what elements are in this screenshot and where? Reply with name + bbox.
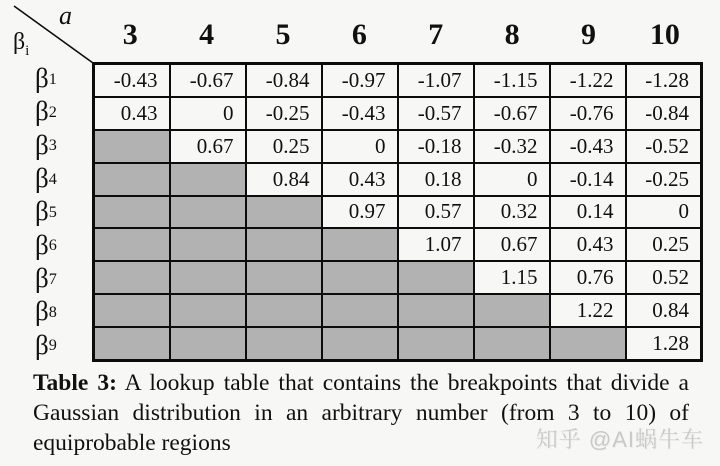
value-cell: 0.84: [626, 294, 702, 327]
value-cell: 1.28: [626, 327, 702, 361]
shaded-cell: [322, 261, 398, 294]
value-cell: 0.57: [398, 196, 474, 229]
shaded-cell: [170, 327, 246, 361]
value-cell: 0.43: [94, 97, 170, 130]
watermark: 知乎 @AI蜗牛车: [535, 427, 704, 452]
value-cell: 0.67: [474, 228, 550, 261]
shaded-cell: [170, 261, 246, 294]
value-cell: -1.07: [398, 64, 474, 98]
value-cell: -0.52: [626, 130, 702, 163]
value-cell: 0.76: [550, 261, 626, 294]
column-header: 5: [275, 18, 291, 51]
row-label: β 1: [35, 63, 57, 94]
shaded-cell: [170, 228, 246, 261]
shaded-cell: [322, 327, 398, 361]
value-cell: 1.07: [398, 228, 474, 261]
shaded-cell: [398, 294, 474, 327]
shaded-cell: [94, 294, 170, 327]
caption-text: A lookup table that contains the breakpoints that divide a Gaussian distribution in an arbitrary number (from 3 to 10) of equiprobable regions: [33, 370, 689, 456]
row-labels: [35, 62, 91, 362]
value-cell: -0.67: [170, 64, 246, 98]
shaded-cell: [246, 196, 322, 229]
shaded-cell: [170, 163, 246, 196]
shaded-cell: [94, 196, 170, 229]
shaded-cell: [246, 327, 322, 361]
value-cell: -0.43: [550, 130, 626, 163]
shaded-cell: [398, 261, 474, 294]
table-row: [94, 163, 702, 196]
shaded-cell: [94, 261, 170, 294]
value-cell: -0.18: [398, 130, 474, 163]
value-cell: -0.57: [398, 97, 474, 130]
value-cell: 0.84: [246, 163, 322, 196]
shaded-cell: [246, 294, 322, 327]
value-cell: -0.14: [550, 163, 626, 196]
value-cell: 0.97: [322, 196, 398, 229]
table-row: [94, 130, 702, 163]
breakpoints-table: [92, 62, 703, 362]
value-cell: -0.43: [322, 97, 398, 130]
shaded-cell: [474, 294, 550, 327]
shaded-cell: [94, 163, 170, 196]
row-label: β 2: [35, 96, 57, 127]
shaded-cell: [246, 228, 322, 261]
row-label: β 6: [35, 229, 57, 260]
value-cell: -1.15: [474, 64, 550, 98]
shaded-cell: [550, 327, 626, 361]
table-row: [94, 294, 702, 327]
value-cell: 0.25: [246, 130, 322, 163]
value-cell: 0.43: [550, 228, 626, 261]
value-cell: 0: [474, 163, 550, 196]
value-cell: 0.67: [170, 130, 246, 163]
value-cell: 0: [626, 196, 702, 229]
shaded-cell: [398, 327, 474, 361]
table-row: [94, 97, 702, 130]
value-cell: 0.25: [626, 228, 702, 261]
value-cell: -1.28: [626, 64, 702, 98]
shaded-cell: [94, 327, 170, 361]
table-row: [94, 196, 702, 229]
table-row: [94, 327, 702, 361]
row-label: β 8: [35, 296, 57, 327]
table-row: [94, 228, 702, 261]
shaded-cell: [170, 294, 246, 327]
breakpoints-table-body: [94, 64, 702, 361]
shaded-cell: [94, 228, 170, 261]
table-row: [94, 261, 702, 294]
caption-label: Table 3:: [33, 370, 117, 396]
column-axis-label: a: [59, 1, 72, 30]
row-label: β 9: [35, 329, 57, 360]
row-axis-label-subscript: i: [25, 42, 30, 59]
column-header: 10: [649, 18, 680, 51]
row-axis-label-base: β: [13, 29, 26, 55]
value-cell: -1.22: [550, 64, 626, 98]
value-cell: -0.84: [626, 97, 702, 130]
value-cell: 0.14: [550, 196, 626, 229]
value-cell: 0.18: [398, 163, 474, 196]
column-header: 7: [428, 18, 444, 51]
value-cell: 0: [170, 97, 246, 130]
shaded-cell: [94, 130, 170, 163]
column-header: 9: [580, 18, 596, 51]
shaded-cell: [474, 327, 550, 361]
value-cell: -0.25: [626, 163, 702, 196]
value-cell: -0.67: [474, 97, 550, 130]
value-cell: -0.32: [474, 130, 550, 163]
shaded-cell: [170, 196, 246, 229]
value-cell: 0.32: [474, 196, 550, 229]
value-cell: 0: [322, 130, 398, 163]
row-label: β 7: [35, 263, 57, 294]
value-cell: -0.76: [550, 97, 626, 130]
value-cell: -0.84: [246, 64, 322, 98]
value-cell: 1.22: [550, 294, 626, 327]
column-header: 4: [199, 18, 215, 51]
value-cell: -0.25: [246, 97, 322, 130]
value-cell: 1.15: [474, 261, 550, 294]
value-cell: 0.43: [322, 163, 398, 196]
row-label: β 4: [35, 163, 57, 194]
column-header: 3: [122, 18, 138, 51]
shaded-cell: [246, 261, 322, 294]
value-cell: -0.97: [322, 64, 398, 98]
table-row: [94, 64, 702, 98]
row-label: β 3: [35, 129, 57, 160]
row-axis-label: [13, 30, 29, 58]
value-cell: -0.43: [94, 64, 170, 98]
column-header: 6: [351, 18, 367, 51]
shaded-cell: [322, 294, 398, 327]
row-label: β 5: [35, 196, 57, 227]
column-header: 8: [504, 18, 520, 51]
value-cell: 0.52: [626, 261, 702, 294]
shaded-cell: [322, 228, 398, 261]
column-headers: [92, 12, 703, 58]
